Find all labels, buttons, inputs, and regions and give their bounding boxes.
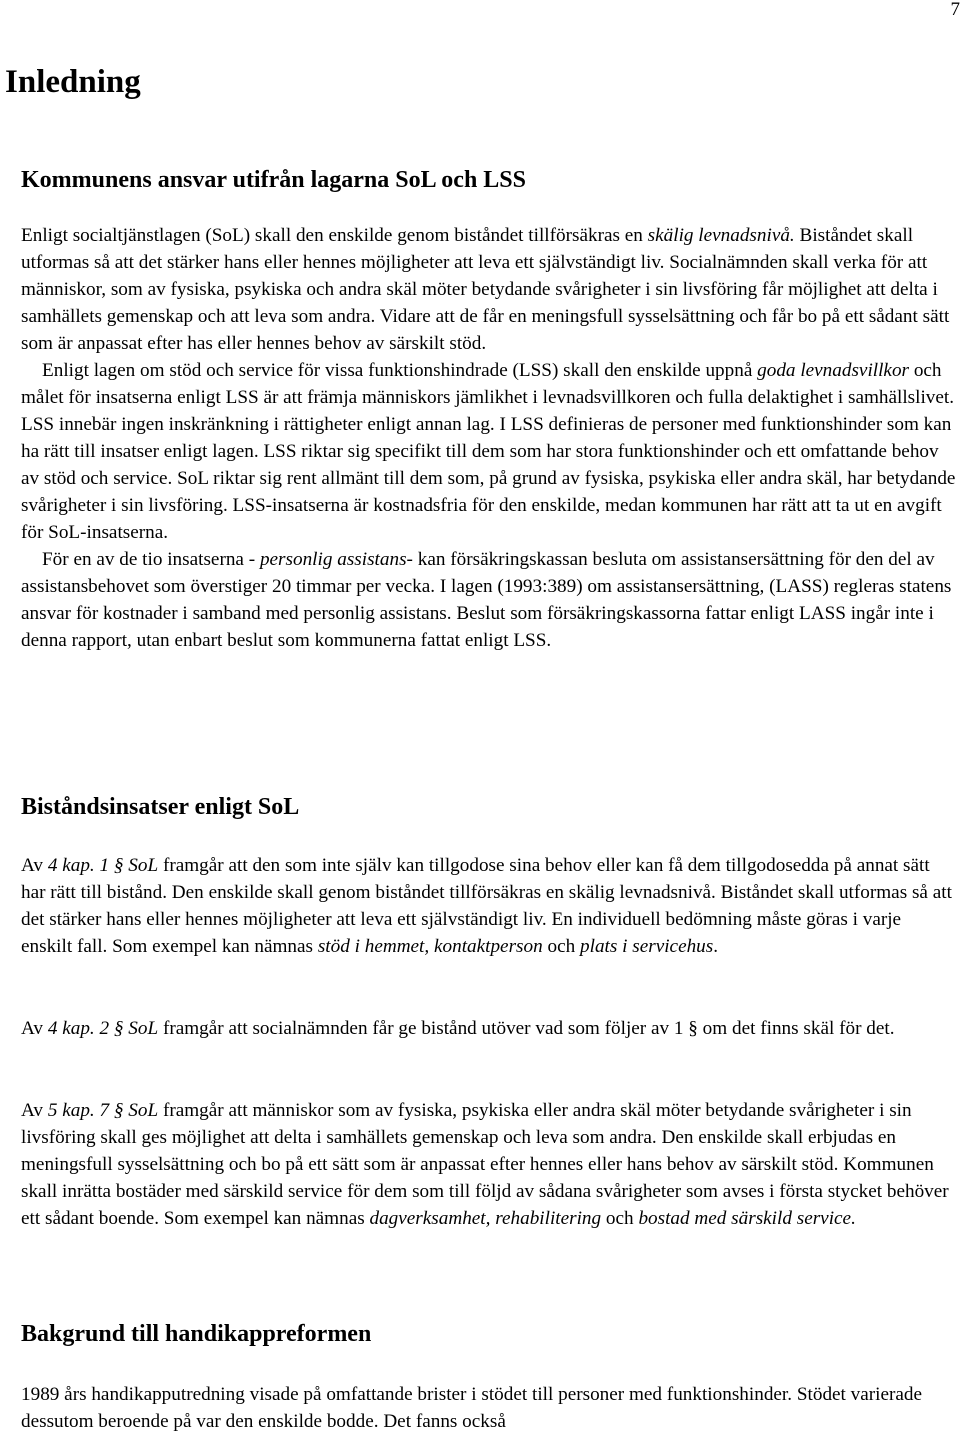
paragraph: 1989 års handikapputredning visade på omfattande brister i stödet till personer med funktionshinder. Stödet varierade dessutom beroende på var den enskilde bodde. Det fanns också xyxy=(21,1381,957,1435)
section-heading-bakgrund: Bakgrund till handikappreformen xyxy=(21,1319,371,1349)
page-number: 7 xyxy=(951,0,960,19)
paragraph: Av 4 kap. 2 § SoL framgår att socialnämnden får ge bistånd utöver vad som följer av 1 § om det finns skäl för det. xyxy=(21,1015,957,1042)
section-body-kommunens-ansvar xyxy=(21,222,957,654)
section-heading-bistandsinsatser: Biståndsinsatser enligt SoL xyxy=(21,792,299,822)
paragraph: Enligt lagen om stöd och service för vissa funktionshindrade (LSS) skall den enskilde uppnå goda levnadsvillkor och målet för insatserna enligt LSS är att främja människors jämlikhet i levnadsvillkoren och fulla delaktighet i samhällslivet. LSS innebär ingen inskränkning i rättigheter enligt annan lag. I LSS definieras de personer med funktionshinder som kan ha rätt till insatser enligt lagen. LSS riktar sig specifikt till dem som har stora funktionshinder och ett omfattande behov av stöd och service. SoL riktar sig rent allmänt till dem som, på grund av fysiska, psykiska eller andra skäl, har betydande svårigheter i sin livsföring. LSS-insatserna är kostnadsfria för den enskilde, medan kommunen har rätt att ta ut en avgift för SoL-insatserna. xyxy=(21,357,957,546)
section-heading-kommunens-ansvar: Kommunens ansvar utifrån lagarna SoL och LSS xyxy=(21,165,526,195)
paragraph: Av 4 kap. 1 § SoL framgår att den som inte själv kan tillgodose sina behov eller kan få dem tillgodosedda på annat sätt har rätt till bistånd. Den enskilde skall genom biståndet tillförsäkras en skälig levnadsnivå. Biståndet skall utformas så att det stärker hans eller hennes möjligheter att leva ett självständigt liv. En individuell bedömning måste göras i varje enskilt fall. Som exempel kan nämnas stöd i hemmet, kontaktperson och plats i servicehus. xyxy=(21,852,957,960)
paragraph: För en av de tio insatserna - personlig assistans- kan försäkringskassan besluta om assistansersättning för den del av assistansbehovet som överstiger 20 timmar per vecka. I lagen (1993:389) om assistansersättning, (LASS) regleras statens ansvar för kostnader i samband med personlig assistans. Beslut som försäkringskassorna fattar enligt LASS ingår inte i denna rapport, utan enbart beslut som kommunerna fattat enligt LSS. xyxy=(21,546,957,654)
paragraph: Enligt socialtjänstlagen (SoL) skall den enskilde genom biståndet tillförsäkras en skälig levnadsnivå. Biståndet skall utformas så att det stärker hans eller hennes möjligheter att leva ett självständigt liv. Socialnämnden skall verka för att människor, som av fysiska, psykiska och andra skäl möter betydande svårigheter i sin livsföring får möjlighet att delta i samhällets gemenskap och att leva som andra. Vidare att de får en meningsfull sysselsättning och får bo på ett sådant sätt som är anpassat efter has eller hennes behov av särskilt stöd. xyxy=(21,222,957,357)
page-title: Inledning xyxy=(5,62,141,102)
paragraph: Av 5 kap. 7 § SoL framgår att människor som av fysiska, psykiska eller andra skäl möter betydande svårigheter i sin livsföring skall ges möjlighet att delta i samhällets gemenskap och leva som andra. Den enskilde skall erbjudas en meningsfull sysselsättning och bo på ett sätt som är anpassat efter hennes eller hans behov av särskilt stöd. Kommunen skall inrätta bostäder med särskild service för dem som till följd av sådana svårigheter som avses i första stycket behöver ett sådant boende. Som exempel kan nämnas dagverksamhet, rehabilitering och bostad med särskild service. xyxy=(21,1097,957,1232)
